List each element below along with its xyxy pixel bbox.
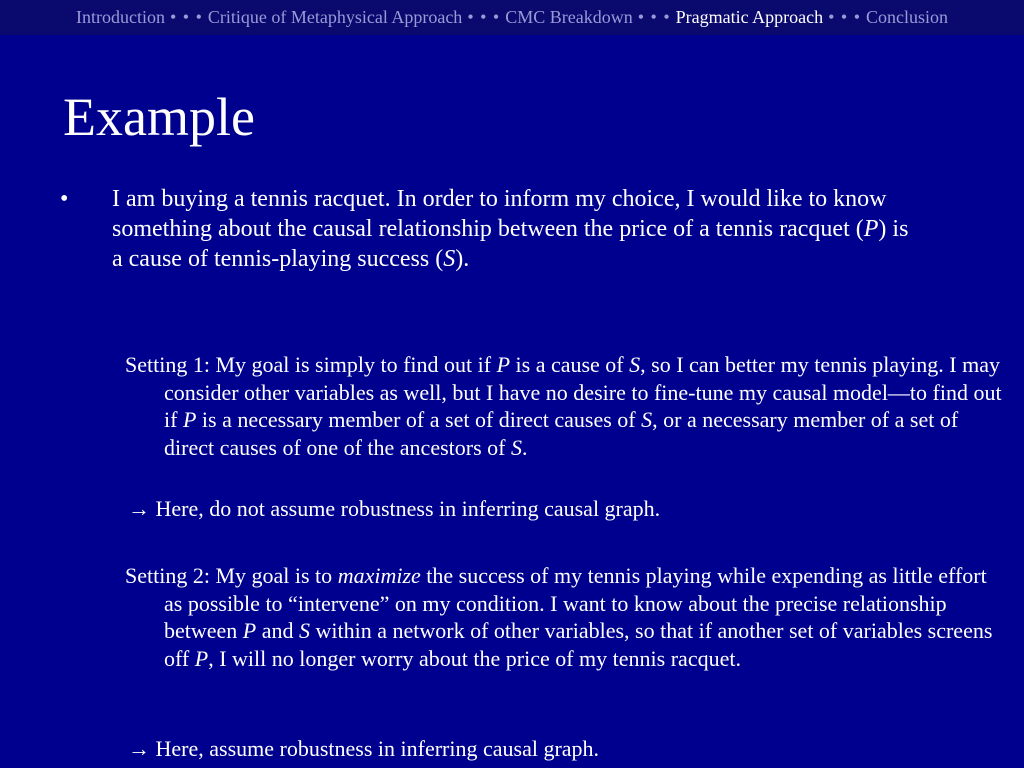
bullet-marker: • <box>60 186 69 212</box>
bullet-text: I am buying a tennis racquet. In order to inform my choice, I would like to know something about the causal relationship between the price of a tennis racquet (P) is a cause of tennis-playing success (S). <box>112 186 909 272</box>
nav-item-cmc-breakdown[interactable]: CMC Breakdown <box>505 7 633 27</box>
slide-title: Example <box>63 87 255 147</box>
setting-1-paragraph: Setting 1: My goal is simply to find out if P is a cause of S, so I can better my tennis playing. I may consider other variables as well, but I have no desire to fine-tune my causal model—to find out if P is a necessary member of a set of direct causes of S, or a necessary member of a set of direct causes of one of the ancestors of S. <box>125 352 1002 460</box>
setting-2-conclusion: → Here, assume robustness in inferring causal graph. <box>128 736 600 761</box>
nav-separator: • • • <box>637 7 671 27</box>
nav-separator: • • • <box>467 7 501 27</box>
section-navbar <box>0 0 1024 35</box>
main-bullet <box>60 184 910 274</box>
setting-1-conclusion: → Here, do not assume robustness in inferring causal graph. <box>128 496 661 521</box>
nav-separator: • • • <box>828 7 861 27</box>
nav-item-pragmatic-approach[interactable]: Pragmatic Approach <box>675 7 824 27</box>
setting-2-paragraph: Setting 2: My goal is to maximize the success of my tennis playing while expending as little effort as possible to “intervene” on my condition. I want to know about the precise relationship between P and S within a network of other variables, so that if another set of variables screens off P, I will no longer worry about the price of my tennis racquet. <box>125 563 993 671</box>
nav-separator: • • • <box>169 7 203 27</box>
nav-item-introduction[interactable]: Introduction <box>75 7 165 27</box>
nav-item-critique[interactable]: Critique of Metaphysical Approach <box>207 7 463 27</box>
arrow-right-icon: → <box>128 736 150 761</box>
arrow-right-icon: → <box>128 496 150 521</box>
nav-item-conclusion[interactable]: Conclusion <box>866 7 949 27</box>
